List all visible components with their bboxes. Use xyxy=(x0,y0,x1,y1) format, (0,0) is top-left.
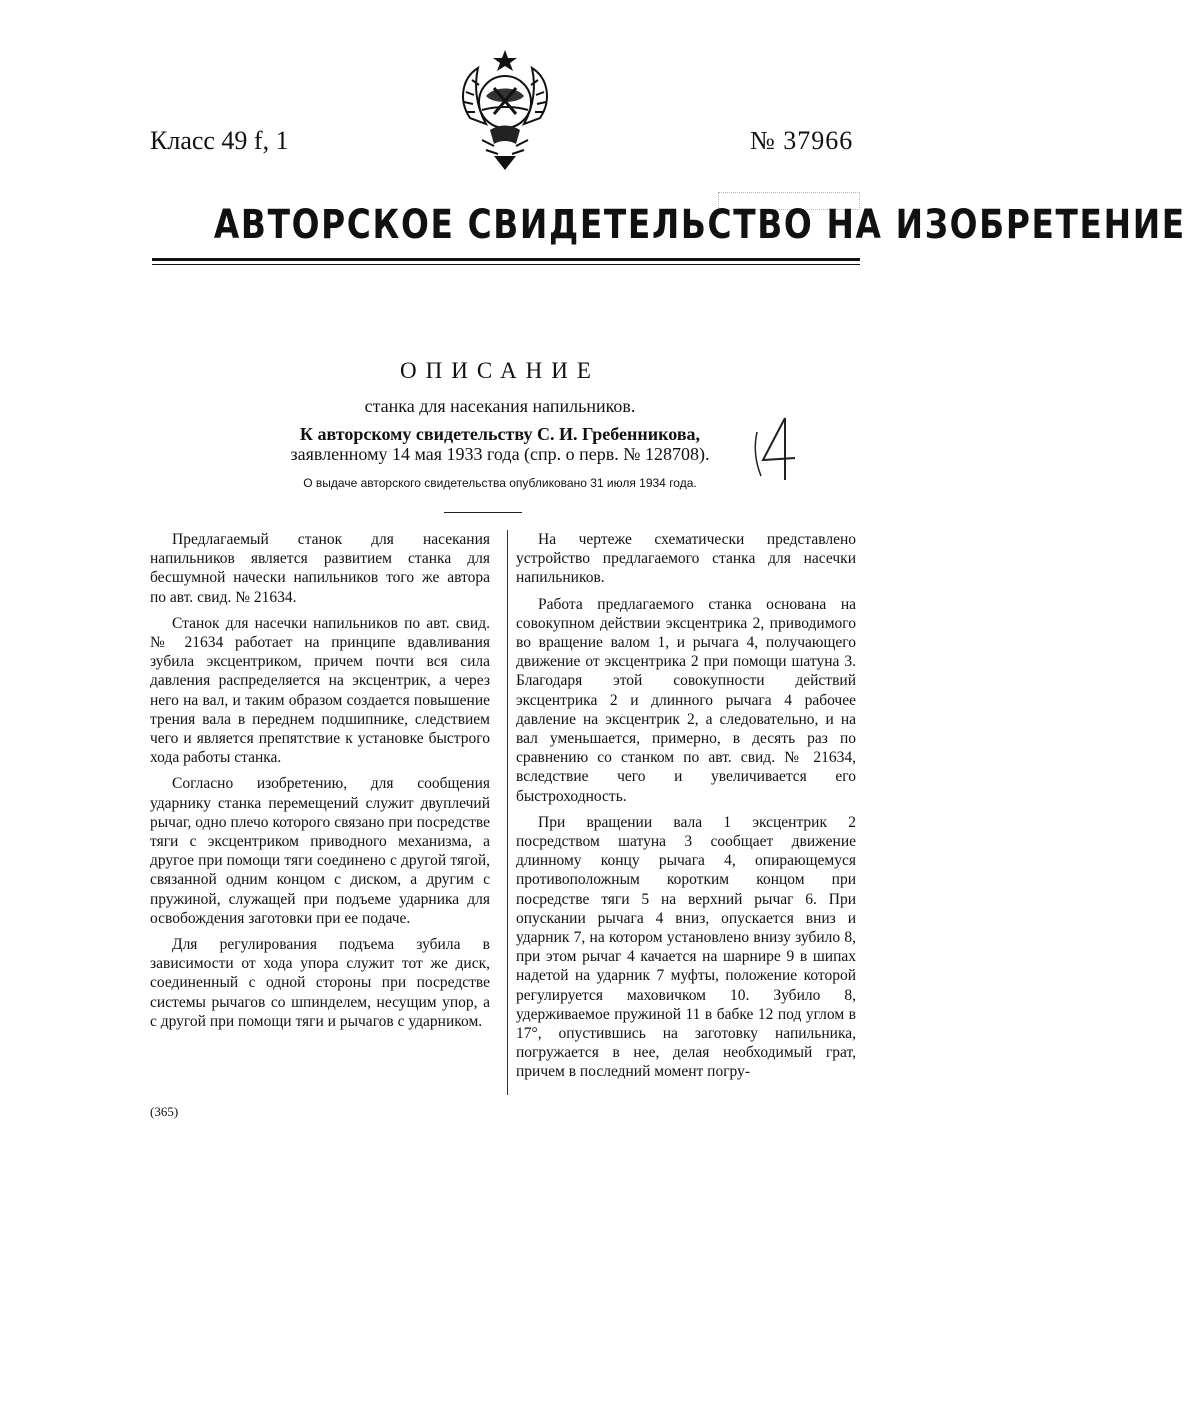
paragraph: Согласно изобретению, для сообщения ударнику станка перемещений служит двуплечий рычаг, одно плечо которого связано при посредстве тяги с эксцентриком приводного механизма, а другое при помощи тяги соединено с другой тягой, связанной одним концом с диском, а другим с пружиной, служащей при подъеме ударника для освобождения заготовки при ее подаче. xyxy=(150,775,490,927)
column-divider xyxy=(507,530,508,1095)
banner-rule-thin xyxy=(152,264,860,265)
subject-line: станка для насекания напильников. xyxy=(364,396,636,416)
paragraph: Работа предлагаемого станка основана на совокупном действии эксцентрика 2, приводимого во вращение валом 1, и рычага 4, получающего движение от эксцентрика 2 при помощи шатуна 3. Благодаря этой совокупности действий эксцентрика 2 и длинного рычага 4 рабочее давление на эксцентрик 2, а следовательно, и на вал уменьшается, примерно, в десять раз по сравнению со станком по авт. свид. № 21634, вследствие чего и увеличивается его быстроходность. xyxy=(516,595,856,805)
handwritten-note xyxy=(755,414,803,484)
author-line: К авторскому свидетельству С. И. Гребенникова, xyxy=(299,424,701,444)
page-code: (365) xyxy=(150,1104,179,1119)
description-heading: ОПИСАНИЕ xyxy=(400,358,600,383)
class-label: Класс 49 f, 1 xyxy=(150,126,289,155)
patent-number: № 37966 xyxy=(750,126,854,155)
publication-line: О выдаче авторского свидетельства опубликовано 31 июля 1934 года. xyxy=(303,476,697,490)
paragraph: Станок для насечки напильников по авт. свид. № 21634 работает на принципе вдавливания зубила эксцентриком, причем почти вся сила давления распределяется на эксцентрик, а через него на вал, и таким образом создается повышение трения вала в переднем подшипнике, следствием чего и является препятствие к установке быстрого хода работы станка. xyxy=(150,614,490,767)
filing-line: заявленному 14 мая 1933 года (спр. о перв. № 128708). xyxy=(290,444,710,464)
paragraph: Для регулирования подъема зубила в зависимости от хода упора служит тот же диск, соединенный с одной стороны при посредстве системы рычагов со шпинделем, несущим упор, а с другой при помощи тяги и рычагов с ударником. xyxy=(150,936,490,1030)
section-separator xyxy=(444,512,522,513)
banner-rule-thick xyxy=(152,258,860,261)
left-column xyxy=(150,530,490,1038)
right-column xyxy=(516,530,856,1089)
ussr-state-emblem-icon xyxy=(452,48,558,174)
paragraph: При вращении вала 1 эксцентрик 2 посредством шатуна 3 сообщает движение длинному концу рычага 4, опирающемуся противоположным коротким концом при посредстве тяги 5 на верхний рычаг 6. При опускании рычага 4 вниз, опускается вниз и ударник 7, на котором установлено внизу зубило 8, при этом рычаг 4 качается на шарнире 9 в шипах надетой на ударник 7 муфты, положение которой регулируется маховичком 10. Зубило 8, удерживаемое пружиной 11 в бабке 12 под углом в 17°, опустившись на заготовку напильника, погружается в нее, делая необходимый грат, причем в последний момент погру- xyxy=(516,813,856,1081)
paragraph: Предлагаемый станок для насекания напильников является развитием станка для бесшумной начески напильников того же автора по авт. свид. № 21634. xyxy=(150,531,490,606)
document-banner: АВТОРСКОЕ СВИДЕТЕЛЬСТВО НА ИЗОБРЕТЕНИЕ xyxy=(213,202,1186,248)
paragraph: На чертеже схематически представлено устройство предлагаемого станка для насечки напильников. xyxy=(516,531,856,587)
